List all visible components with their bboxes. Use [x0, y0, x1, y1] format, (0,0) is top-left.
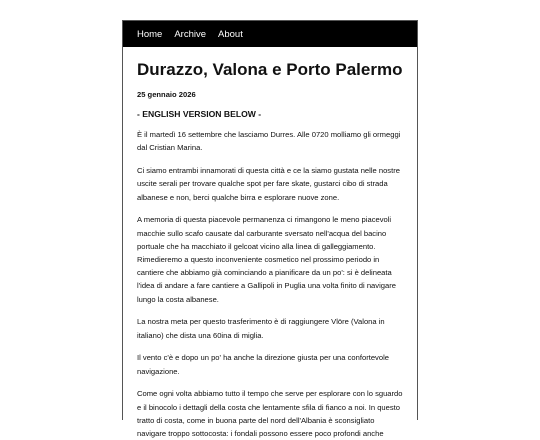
- post-article: [123, 59, 417, 440]
- blog-page: [122, 20, 418, 439]
- post-title: Durazzo, Valona e Porto Palermo: [137, 60, 403, 79]
- nav-about-link[interactable]: About: [218, 28, 243, 40]
- post-paragraph: Ci siamo entrambi innamorati di questa città e ce la siamo gustata nelle nostre uscite serali per trovare qualche spot per fare skate, gustarci cibo di strada albanese e non, berci qualche birra e esplorare nuove zone.: [137, 166, 400, 202]
- nav-archive-link[interactable]: Archive: [174, 28, 207, 40]
- top-navbar: [123, 21, 417, 47]
- post-paragraph: È il martedì 16 settembre che lasciamo Durres. Alle 0720 molliamo gli ormeggi dal Cristian Marina.: [137, 130, 401, 153]
- post-paragraph: La nostra meta per questo trasferimento è di raggiungere Vlöre (Valona in italiano) che dista una 60ina di miglia.: [137, 317, 385, 340]
- english-version-note: - ENGLISH VERSION BELOW -: [137, 109, 262, 120]
- post-paragraph: Il vento c'è e dopo un po' ha anche la direzione giusta per una confortevole navigazione.: [137, 353, 389, 376]
- post-paragraph: Come ogni volta abbiamo tutto il tempo che serve per esplorare con lo sguardo e il binocolo i dettagli della costa che lentamente sfila di fianco a noi. In questo tratto di costa, come in buona parte del nord dell'Albania è sconsigliato navigare troppo sottocosta: i fondali possono essere poco profondi anche: [137, 389, 403, 439]
- post-date: 25 gennaio 2026: [137, 90, 196, 100]
- nav-home-link[interactable]: Home: [137, 28, 163, 40]
- post-paragraph: A memoria di questa piacevole permanenza ci rimangono le meno piacevoli macchie sullo scafo causate dal carburante sversato nell'acqua del bacino portuale che ha macchiato il gelcoat vicino alla linea di galleggiamento. Rimedieremo a questo inconveniente cosmetico nel prossimo periodo in cantiere che abbiamo già cominciando a pianificare da un po': si è delineata l'idea di andare a fare cantiere a Gallipoli in Puglia una volta finito di navigare lungo la costa albanese.: [137, 215, 396, 304]
